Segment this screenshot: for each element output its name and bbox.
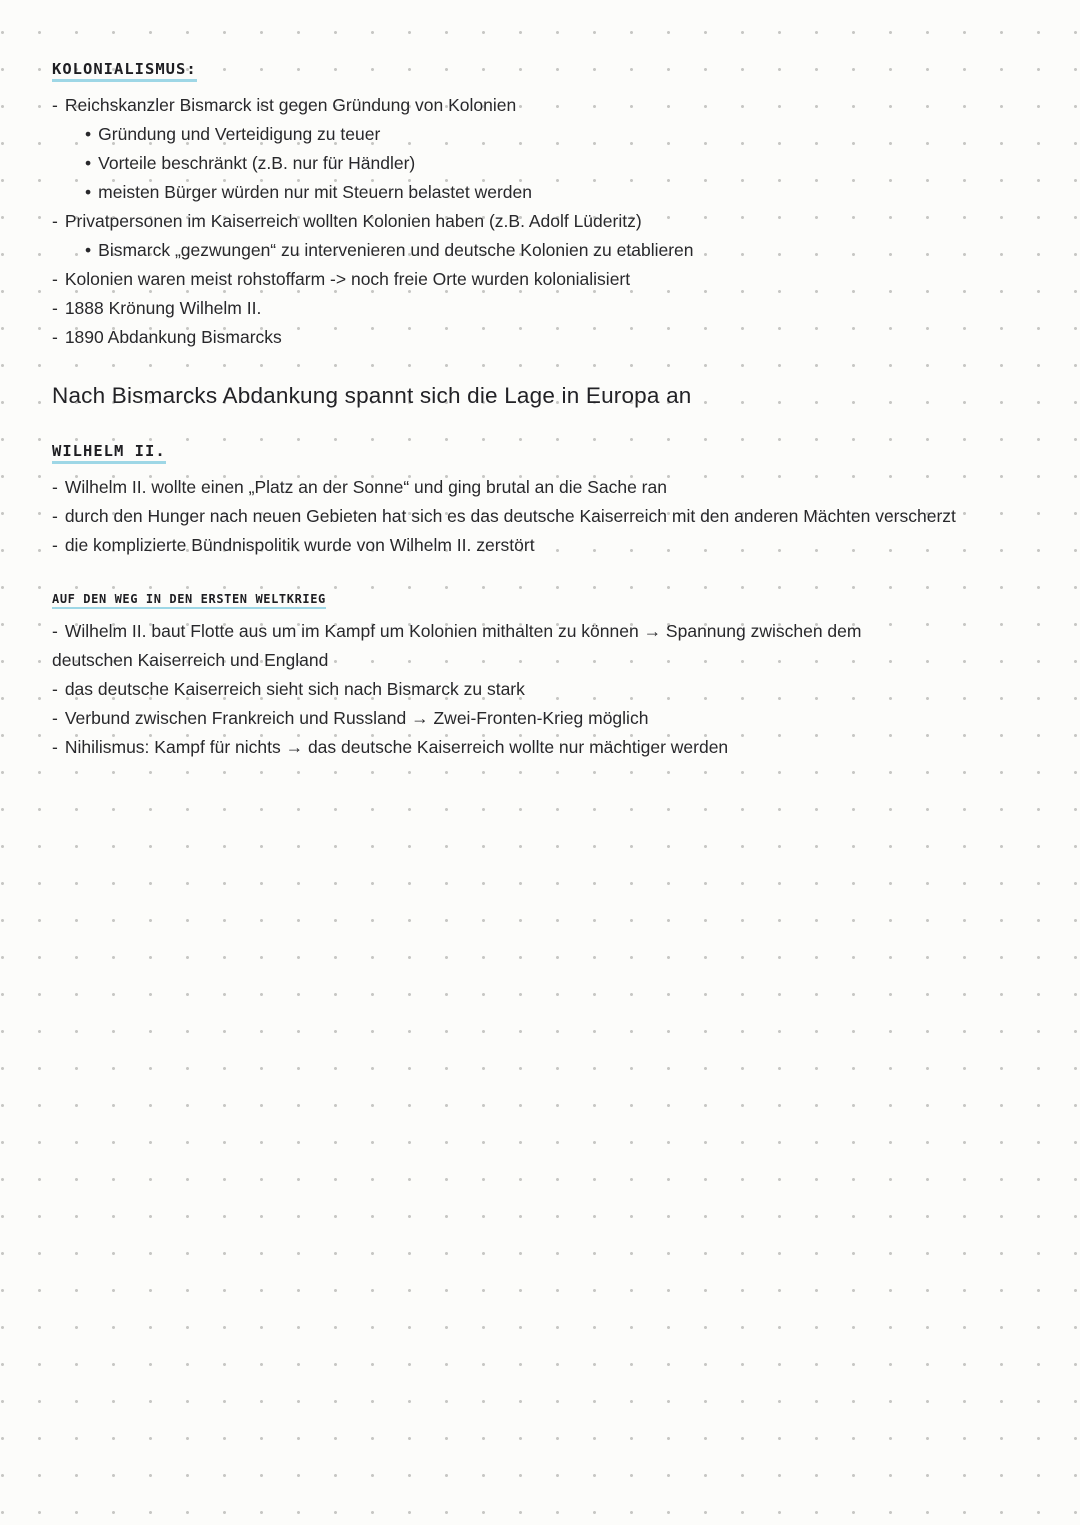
list-item [52,531,1040,560]
list-item-text: Wilhelm II. baut Flotte aus um im Kampf um Kolonien mithalten zu können → Spannung zwischen dem [64,621,862,641]
list-item [52,617,1040,646]
list-item-text: Nihilismus: Kampf für nichts → das deutsche Kaiserreich wollte nur mächtiger werden [64,737,729,757]
list-marker: - [52,708,58,728]
list-marker: - [52,211,58,231]
list-marker: • [85,240,92,260]
list-item-text: 1890 Abdankung Bismarcks [64,327,282,347]
list-marker: - [52,535,58,555]
list-item-text: Kolonien waren meist rohstoffarm -> noch freie Orte wurden kolonialisiert [64,269,631,289]
list-item-continuation [52,646,1040,675]
list-item [52,236,1040,265]
list-item-text: Vorteile beschränkt (z.B. nur für Händler) [98,153,416,173]
list-item [52,207,1040,236]
list-item [52,149,1040,178]
list-item-text: Verbund zwischen Frankreich und Russland → Zwei-Fronten-Krieg möglich [64,708,649,728]
list-item-text: das deutsche Kaiserreich sieht sich nach Bismarck zu stark [64,679,525,699]
list-item-text: Bismarck „gezwungen“ zu intervenieren und deutsche Kolonien zu etablieren [98,240,694,260]
list-marker: • [85,182,92,202]
page-subtitle: Nach Bismarcks Abdankung spannt sich die Lage in Europa an [52,383,692,408]
section-heading-kolonialismus: KOLONIALISMUS: [52,60,197,82]
list-item [52,502,1040,531]
list-item-text: 1888 Krönung Wilhelm II. [64,298,262,318]
list-item-text: durch den Hunger nach neuen Gebieten hat sich es das deutsche Kaiserreich mit den anderen Mächten verscherzt [64,506,956,526]
list-item [52,178,1040,207]
list-item [52,294,1040,323]
list-marker: • [85,153,92,173]
list-marker: - [52,737,58,757]
section-heading-erster-weltkrieg: AUF DEN WEG IN DEN ERSTEN WELTKRIEG [52,592,326,609]
list-item [52,473,1040,502]
list-item [52,733,1040,762]
spacer [52,560,1040,590]
list-item [52,704,1040,733]
list-item [52,323,1040,352]
list-item [52,675,1040,704]
list-item-text: meisten Bürger würden nur mit Steuern belastet werden [98,182,532,202]
list-marker: - [52,506,58,526]
list-item-text: die komplizierte Bündnispolitik wurde von Wilhelm II. zerstört [64,535,535,555]
section-erster-weltkrieg [52,590,1040,762]
list-marker: - [52,679,58,699]
list-item [52,91,1040,120]
list-item-text: Reichskanzler Bismarck ist gegen Gründung von Kolonien [64,95,517,115]
list-item-text: Wilhelm II. wollte einen „Platz an der Sonne“ und ging brutal an die Sache ran [64,477,667,497]
list-item-text: deutschen Kaiserreich und England [52,650,329,670]
list-marker: - [52,621,58,641]
list-item [52,120,1040,149]
list-item [52,265,1040,294]
list-marker: - [52,269,58,289]
list-item-text: Gründung und Verteidigung zu teuer [98,124,381,144]
list-item-text: Privatpersonen im Kaiserreich wollten Kolonien haben (z.B. Adolf Lüderitz) [64,211,642,231]
section-wilhelm-ii [52,442,1040,560]
list-marker: - [52,298,58,318]
list-marker: • [85,124,92,144]
list-marker: - [52,477,58,497]
section-heading-wilhelm-ii: WILHELM II. [52,442,166,464]
section-kolonialismus [52,60,1040,352]
list-marker: - [52,95,58,115]
list-marker: - [52,327,58,347]
